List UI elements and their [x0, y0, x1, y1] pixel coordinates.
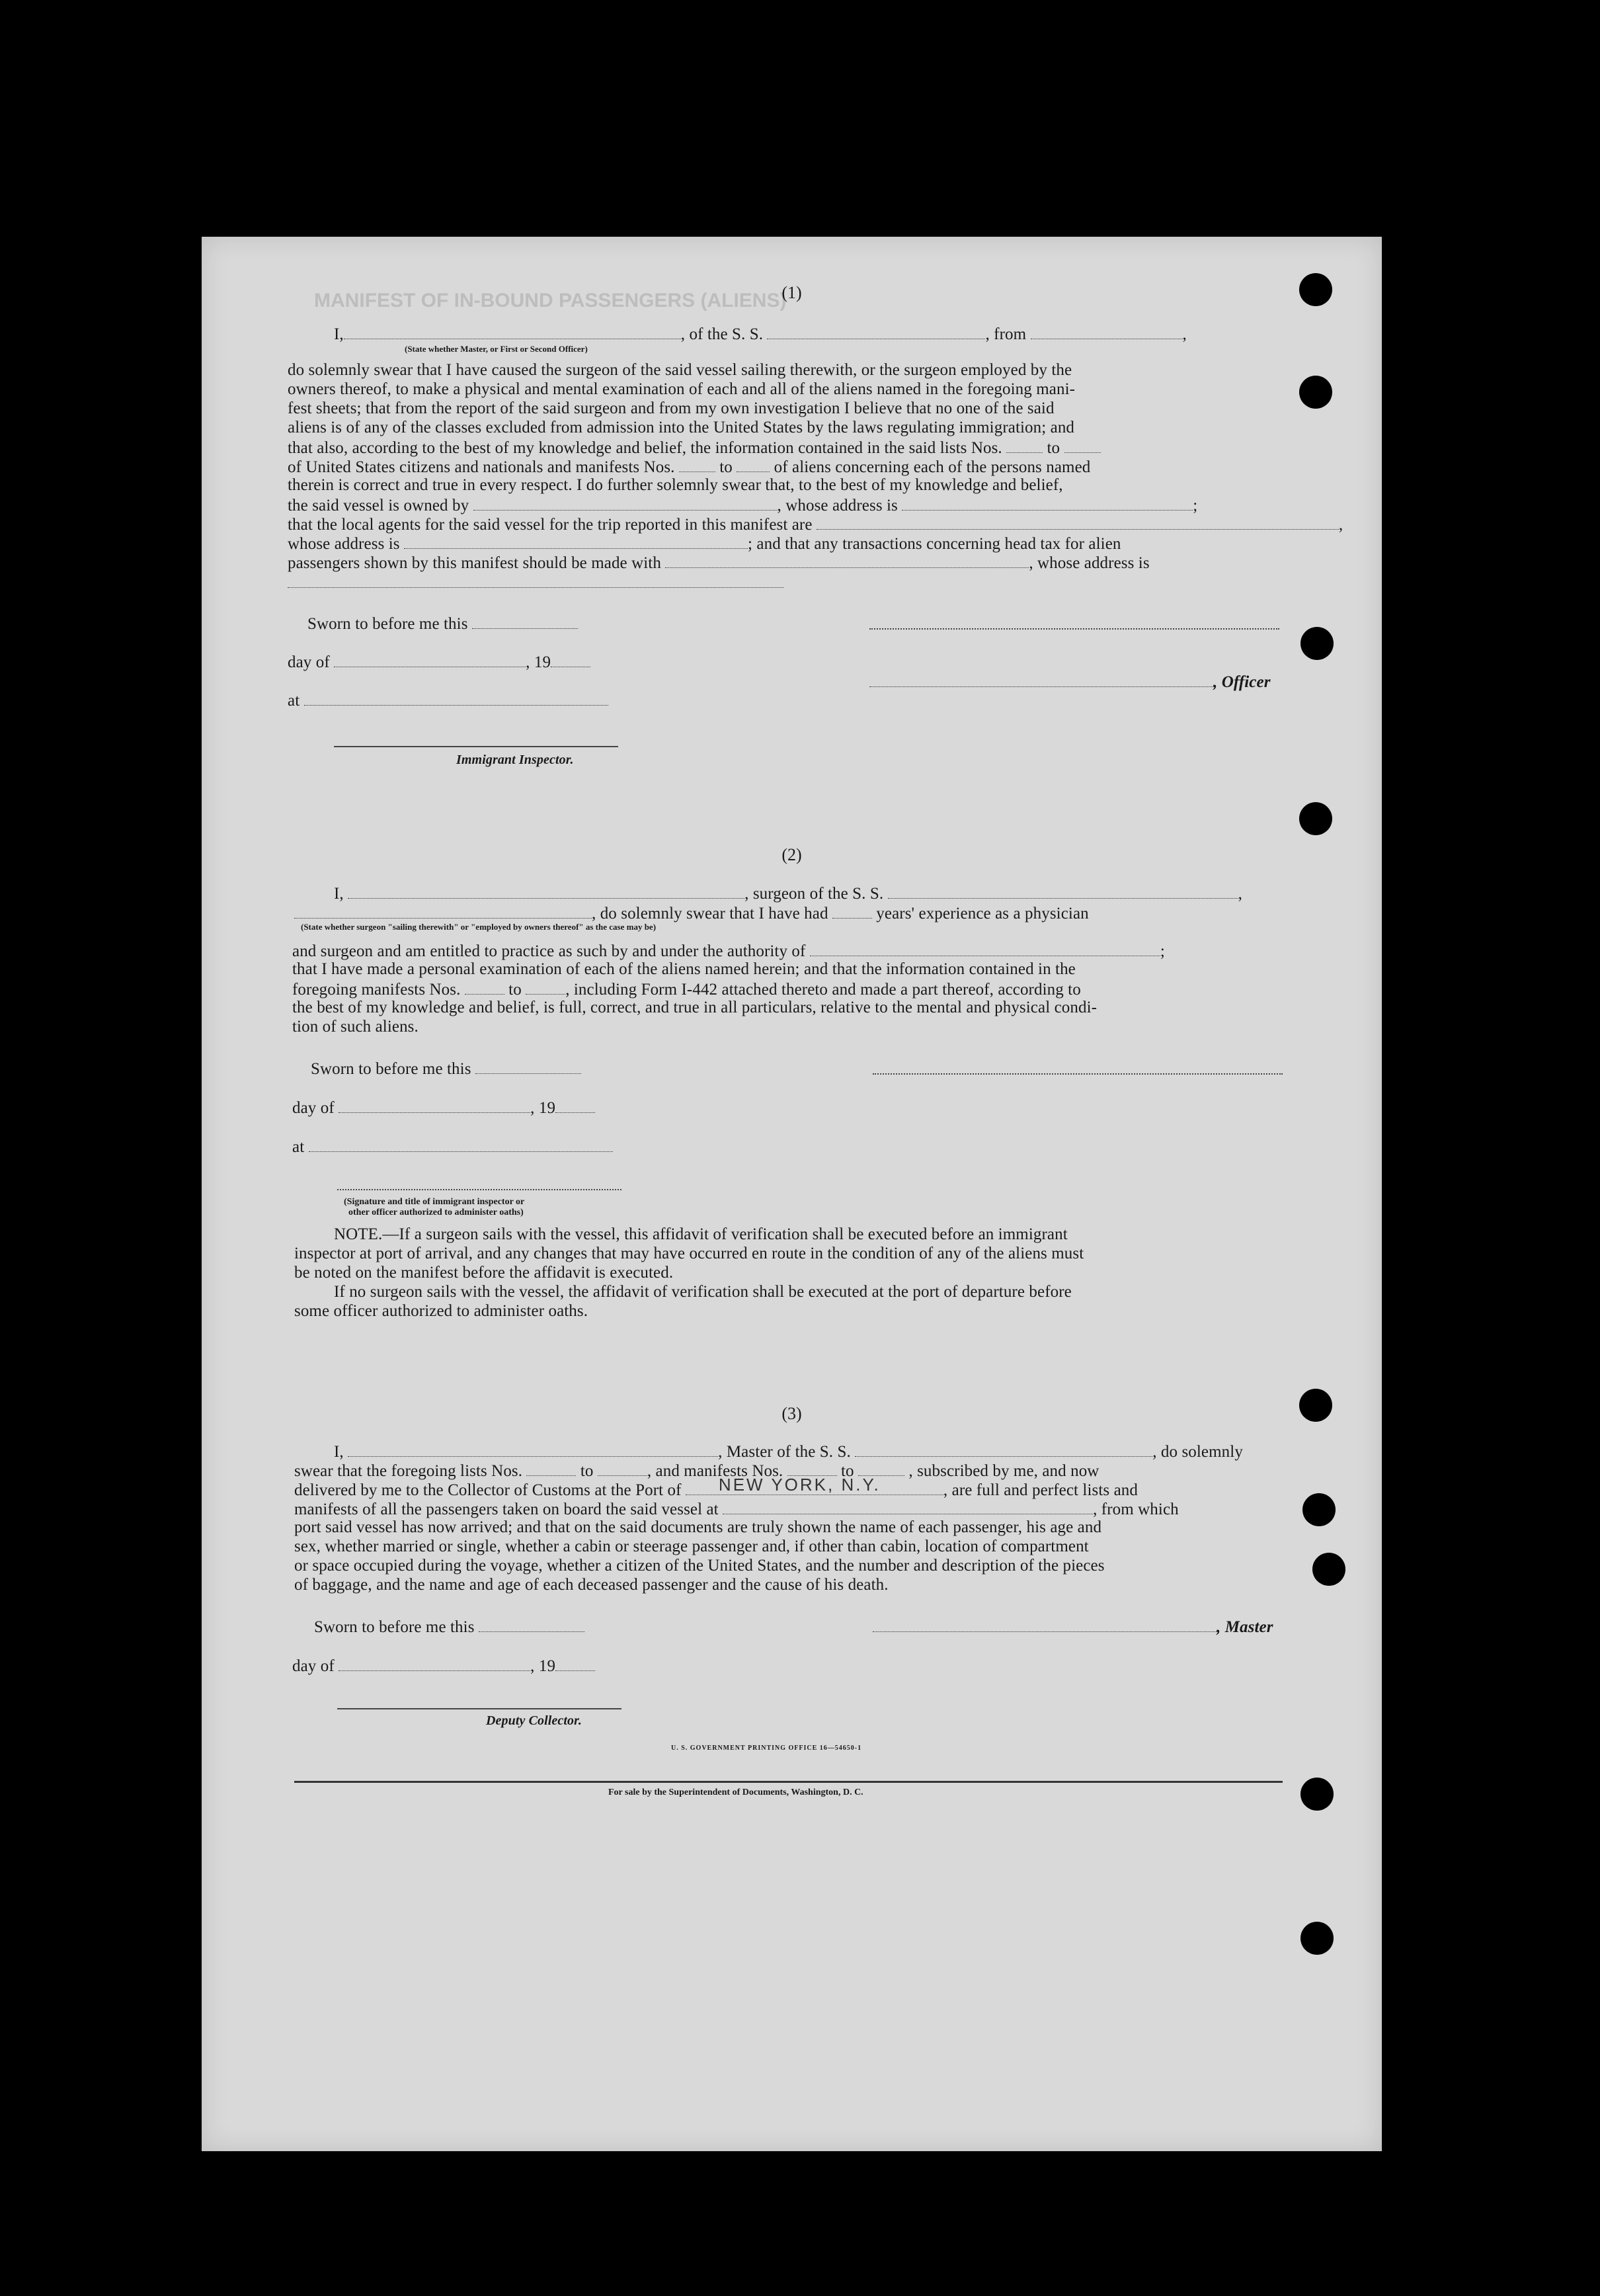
s1-inspector-line [334, 746, 618, 747]
punch-hole [1299, 802, 1332, 835]
s3-collector-line [337, 1708, 621, 1709]
s2-sig-note: (Signature and title of immigrant inspector or [344, 1197, 525, 1207]
punch-hole [1312, 1553, 1345, 1586]
s1-para-line: of United States citizens and nationals and manifests Nos. to of aliens concerning each of the persons named [288, 458, 1091, 476]
s2-note-line: NOTE.—If a surgeon sails with the vessel, this affidavit of verification shall be executed before an immigrant [334, 1225, 1068, 1243]
s2-line2: , do solemnly swear that I have had years' experience as a physician [294, 903, 1089, 923]
s3-para-line: of baggage, and the name and age of each deceased passenger and the cause of his death. [294, 1576, 889, 1594]
s2-para-line: and surgeon and am entitled to practice as such by and under the authority of ; [292, 942, 1165, 960]
section-2-number: (2) [781, 845, 802, 864]
s3-master: , Master [873, 1617, 1273, 1637]
footer-rule [294, 1781, 1283, 1783]
printer-imprint: U. S. GOVERNMENT PRINTING OFFICE 16—54650-1 [671, 1744, 862, 1752]
bleed-through-header: MANIFEST OF IN-BOUND PASSENGERS (ALIENS) [314, 290, 787, 311]
s1-signature-line [869, 628, 1279, 630]
s2-at: at [292, 1137, 613, 1157]
s1-para-line: therein is correct and true in every respect. I do further solemnly swear that, to the best of my knowledge and belief, [288, 476, 1063, 494]
s1-sworn: Sworn to before me this [307, 614, 578, 634]
s3-collector-label: Deputy Collector. [486, 1713, 582, 1728]
manifest-page [202, 237, 1382, 2151]
section-3-number: (3) [781, 1404, 802, 1423]
s2-surgeon-note: (State whether surgeon "sailing therewith" or "employed by owners thereof" as the case may be) [301, 922, 657, 932]
sale-notice: For sale by the Superintendent of Documents, Washington, D. C. [608, 1787, 863, 1797]
s2-note-line: inspector at port of arrival, and any changes that may have occurred en route in the condition of any of the aliens must [294, 1245, 1084, 1262]
s1-para-line: do solemnly swear that I have caused the surgeon of the said vessel sailing therewith, or the surgeon employed by the [288, 361, 1072, 379]
s1-para-line: passengers shown by this manifest should be made with , whose address is [288, 554, 1150, 572]
s2-inspector-line [337, 1189, 621, 1190]
punch-hole [1299, 376, 1332, 409]
s1-line1: I, , of the S. S. , from , [334, 325, 1187, 343]
s2-note-line: If no surgeon sails with the vessel, the affidavit of verification shall be executed at the port of departure before [334, 1283, 1072, 1301]
s1-para-line: that the local agents for the said vessel for the trip reported in this manifest are , [288, 516, 1343, 534]
s3-para-line: or space occupied during the voyage, whether a citizen of the United States, and the number and description of the pieces [294, 1557, 1105, 1575]
s2-note-line: some officer authorized to administer oaths. [294, 1302, 588, 1320]
s1-officer: , Officer [869, 672, 1271, 692]
s1-inspector-label: Immigrant Inspector. [456, 753, 574, 767]
s3-para-line: manifests of all the passengers taken on board the said vessel at , from which [294, 1500, 1179, 1518]
s3-para-line: sex, whether married or single, whether a cabin or steerage passenger and, if other than cabin, location of compartment [294, 1538, 1089, 1555]
s1-para-line: the said vessel is owned by , whose address is ; [288, 497, 1198, 514]
s2-line1: I, , surgeon of the S. S. , [334, 885, 1242, 903]
s1-para-line: that also, according to the best of my knowledge and belief, the information contained in the said lists Nos. to [288, 438, 1101, 458]
s1-para-line: fest sheets; that from the report of the said surgeon and from my own investigation I believe that no one of the said [288, 399, 1055, 417]
s3-para-line: port said vessel has now arrived; and that on the said documents are truly shown the name of each passenger, his age and [294, 1518, 1102, 1536]
s2-para-line: tion of such aliens. [292, 1018, 419, 1036]
s3-para-line: swear that the foregoing lists Nos. to , and manifests Nos. to , subscribed by me, and now [294, 1462, 1100, 1480]
s3-day: day of , 19 [292, 1656, 595, 1676]
punch-hole [1300, 1922, 1334, 1955]
s3-para-line: delivered by me to the Collector of Customs at the Port of NEW YORK, N.Y. , are full and perfect lists and [294, 1475, 1138, 1499]
s2-sworn: Sworn to before me this [311, 1059, 581, 1079]
s1-para-line: aliens is of any of the classes excluded from admission into the United States by the laws regulating immigration; and [288, 419, 1075, 436]
section-1-number: (1) [781, 283, 802, 302]
s2-para-line: foregoing manifests Nos. to , including Form I-442 attached thereto and made a part thereof, according to [292, 981, 1081, 999]
punch-hole [1300, 627, 1334, 660]
s1-at: at [288, 690, 608, 710]
port-stamp: NEW YORK, N.Y. [718, 1475, 881, 1495]
s1-para-line: owners thereof, to make a physical and mental examination of each and all of the aliens named in the foregoing mani- [288, 380, 1076, 398]
s1-para-line [288, 573, 783, 593]
s1-officer-note: (State whether Master, or First or Second Officer) [405, 344, 588, 354]
s3-sworn: Sworn to before me this [314, 1617, 584, 1637]
s2-signature-line [873, 1073, 1283, 1075]
punch-hole [1300, 1778, 1334, 1811]
s1-para-line: whose address is ; and that any transactions concerning head tax for alien [288, 535, 1121, 553]
s2-para-line: the best of my knowledge and belief, is full, correct, and true in all particulars, relative to the mental and physical condi- [292, 999, 1098, 1016]
s2-sig-note: other officer authorized to administer oaths) [348, 1208, 524, 1217]
s1-day: day of , 19 [288, 652, 590, 672]
s2-note-line: be noted on the manifest before the affidavit is executed. [294, 1264, 674, 1282]
s2-day: day of , 19 [292, 1098, 595, 1118]
s3-line1: I, , Master of the S. S. , do solemnly [334, 1443, 1243, 1461]
punch-hole [1302, 1493, 1336, 1526]
s2-para-line: that I have made a personal examination of each of the aliens named herein; and that the information contained in the [292, 960, 1076, 978]
